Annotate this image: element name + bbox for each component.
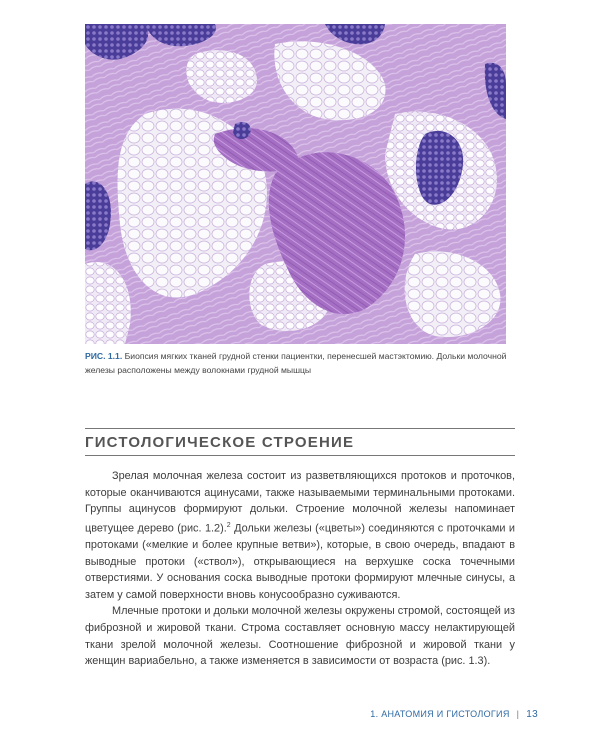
section-title: ГИСТОЛОГИЧЕСКОЕ СТРОЕНИЕ bbox=[85, 434, 355, 451]
figure-caption-text: Биопсия мягких тканей грудной стенки пациентки, перенесшей мастэктомию. Дольки молочной железы расположены между волокнами грудной мышцы bbox=[85, 351, 507, 375]
page-number: 13 bbox=[526, 709, 538, 720]
footer-separator: | bbox=[516, 709, 520, 719]
body-text bbox=[85, 468, 515, 670]
figure-caption bbox=[85, 350, 515, 377]
paragraph-1-part-a: Зрелая молочная железа состоит из разветвляющихся протоков и проточков, которые оканчиваются ацинусами, также называемыми терминальными протоками. Группы ацинусов формируют дольки. Строение молочной железы напоминает цветущее дерево (рис. 1.2). bbox=[85, 470, 515, 535]
paragraph-1-part-b: Дольки железы («цветы») соединяются с проточками и протоками («мелкие и более крупные ветви»), которые, в свою очередь, впадают в выводные протоки («ствол»), открывающиеся на верхушке соска точечными отверстиями. У основания соска выводные протоки формируют млечные синусы, а затем у самой поверхности вновь конусообразно суживаются. bbox=[85, 522, 515, 601]
reference-superscript: 2 bbox=[226, 521, 231, 529]
histology-image bbox=[85, 24, 506, 344]
page-footer bbox=[370, 709, 538, 720]
paragraph-1 bbox=[85, 468, 515, 603]
section-rule-bottom bbox=[85, 455, 515, 456]
figure-label: РИС. 1.1. bbox=[85, 351, 123, 361]
paragraph-2: Млечные протоки и дольки молочной железы окружены стромой, состоящей из фиброзной и жировой ткани. Строма составляет основную массу нелактирующей ткани зрелой молочной железы. Соотношение фиброзной и жировой ткани у женщин вариабельно, а также изменяется в зависимости от возраста (рис. 1.3). bbox=[85, 605, 515, 668]
histology-micrograph bbox=[85, 24, 506, 344]
section-rule-top bbox=[85, 428, 515, 429]
footer-chapter: 1. АНАТОМИЯ И ГИСТОЛОГИЯ bbox=[370, 709, 510, 719]
